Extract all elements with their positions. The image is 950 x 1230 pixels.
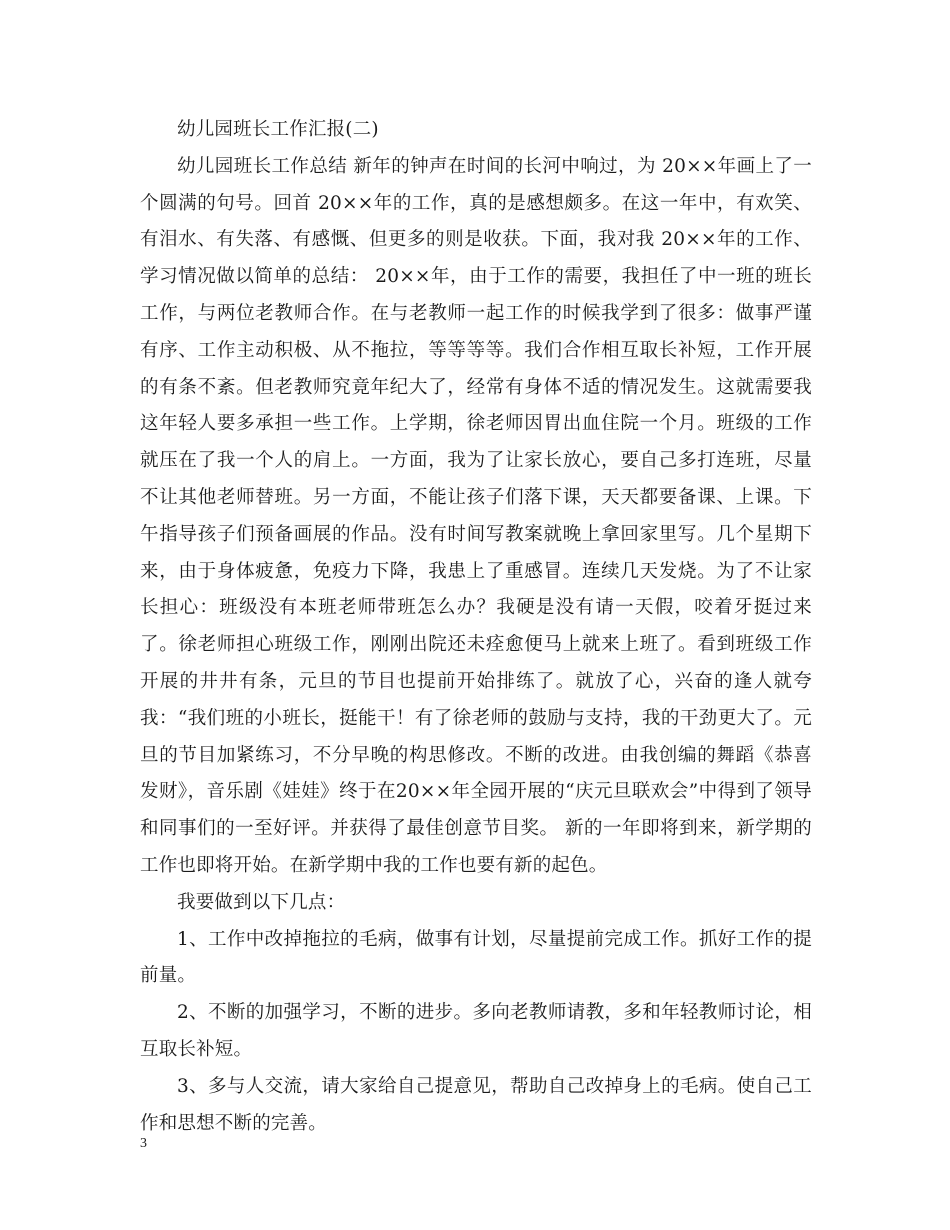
paragraph-point-3: 3、多与人交流，请大家给自己提意见，帮助自己改掉身上的毛病。使自己工作和思想不断的完善。	[140, 1075, 812, 1134]
document-body	[140, 112, 812, 1142]
paragraph-point-2: 2、不断的加强学习，不断的进步。多向老教师请教，多和年轻教师讨论，相互取长补短。	[140, 1002, 812, 1060]
document-title: 幼儿园班长工作汇报(二)	[177, 119, 379, 140]
paragraph-point-1: 1、工作中改掉拖拉的毛病，做事有计划，尽量提前完成工作。抓好工作的提前量。	[140, 928, 812, 987]
paragraph-summary: 幼儿园班长工作总结 新年的钟声在时间的长河中响过，为 20××年画上了一个圆满的句号。回首 20××年的工作，真的是感想颇多。在这一年中，有欢笑、有泪水、有失落、有感慨、但更多的则是收获。下面，我对我 20××年的工作、学习情况做以简单的总结： 20××年，由于工作的需要，我担任了中一班的班长工作，与两位老教师合作。在与老教师一起工作的时候我学到了很多：做事严谨有序、工作主动积极、从不拖拉，等等等等。我们合作相互取长补短，工作开展的有条不紊。但老教师究竟年纪大了，经常有身体不适的情况发生。这就需要我这年轻人要多承担一些工作。上学期，徐老师因胃出血住院一个月。班级的工作就压在了我一个人的肩上。一方面，我为了让家长放心，要自己多打连班，尽量不让其他老师替班。另一方面，不能让孩子们落下课，天天都要备课、上课。下午指导孩子们预备画展的作品。没有时间写教案就晚上拿回家里写。几个星期下来，由于身体疲惫，免疫力下降，我患上了重感冒。连续几天发烧。为了不让家长担心：班级没有本班老师带班怎么办？我硬是没有请一天假，咬着牙挺过来了。徐老师担心班级工作，刚刚出院还未痊愈便马上就来上班了。看到班级工作开展的井井有条，元旦的节目也提前开始排练了。就放了心，兴奋的逢人就夸我：“我们班的小班长，挺能干！有了徐老师的鼓励与支持，我的干劲更大了。元旦的节目加紧练习，不分早晚的构思修改。不断的改进。由我创编的舞蹈《恭喜发财》，音乐剧《娃娃》终于在20××年全园开展的“庆元旦联欢会”中得到了领导和同事们的一至好评。并获得了最佳创意节目奖。 新的一年即将到来，新学期的工作也即将开始。在新学期中我的工作也要有新的起色。	[140, 155, 812, 876]
paragraph-points-intro: 我要做到以下几点：	[177, 891, 346, 913]
page-number: 3	[140, 1136, 147, 1151]
